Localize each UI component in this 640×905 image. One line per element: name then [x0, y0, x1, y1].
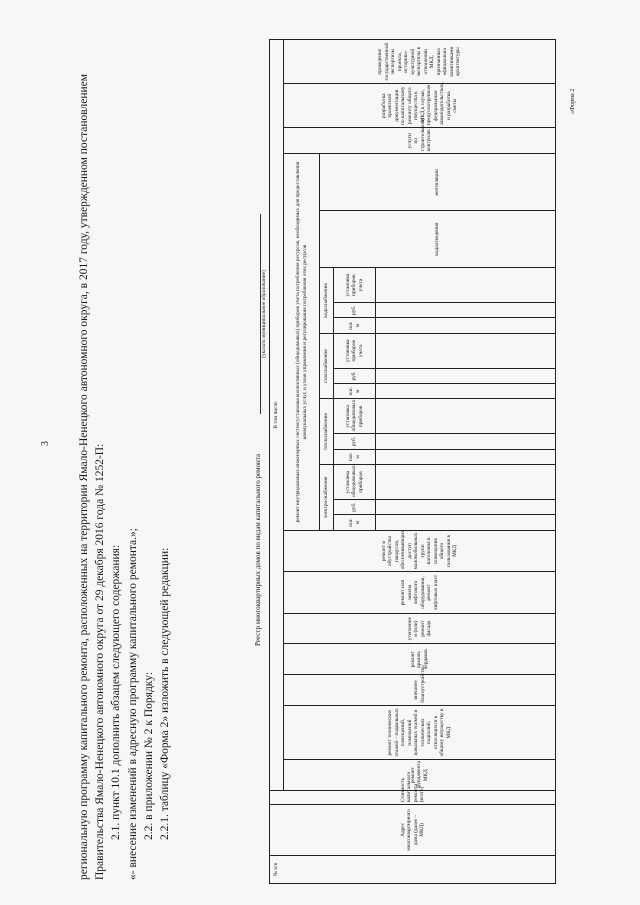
form-title-row	[251, 39, 269, 884]
header-facade: утепление и (или) ремонт фасада	[284, 613, 556, 644]
empty-cell	[376, 384, 556, 399]
empty-cell	[376, 318, 556, 333]
empty-cell	[376, 500, 556, 515]
register-table	[269, 39, 556, 884]
empty-cell	[376, 434, 556, 449]
header-landscaping: внешнее благоустройство	[284, 675, 556, 706]
header-in-total: В том числе	[270, 40, 284, 791]
header-construction-control: услуги по строительному контролю	[284, 128, 556, 154]
header-num: № п/п	[270, 855, 556, 883]
header-drainage: водоотведения	[320, 211, 556, 268]
form-label: «Форма 2	[569, 88, 576, 114]
header-expertise: проведение государственной экспертизы проекта, историко-культурной экспертизы в отношении МКД, признанных официально памятниками архитектуры	[284, 40, 556, 84]
empty-cell	[376, 303, 556, 318]
header-foundation: ремонт фундамента МКД	[284, 760, 556, 791]
header-gas-pog-m: пог. м	[334, 384, 376, 399]
header-heat-pog-m: пог. м	[334, 449, 376, 464]
form-2-block	[251, 39, 587, 884]
empty-cell	[376, 333, 556, 368]
header-basement: ремонт технических этажей – подвальных помещений, помещений цокольных этажей и технических подполий, относящихся к общему имуществу в МКД	[284, 705, 556, 760]
body-quote: «- внесение изменений в адресную программу капитального ремонта.»;	[126, 528, 139, 880]
empty-cell	[376, 449, 556, 464]
body-item-2-2: 2.2. в приложении № 2 к Порядку:	[142, 671, 155, 840]
header-gas: газоснабжения	[320, 333, 334, 399]
header-engineering: ремонт внутридомовых инженерных систем/установка коллективных (общедомовых) приборов учета потребления ресурсов, необходимых для предоставления коммунальных услуг, и узлов управления и регулирования потребления этих ресурсов	[284, 154, 320, 530]
header-heat-meter: установка общедомовых приборов	[334, 399, 376, 434]
header-access: ремонт и обустройство пандусов, обеспечивающих доступ маломобильных групп населения в помещения общего пользования в МКД	[284, 530, 556, 572]
body-paragraph-intro: региональную программу капитального ремонта, расположенных на территории Ямало-Ненецкого автономного округа, в 2017 году, утвержденном постановлением Правительства Ямало-Ненецкого автономного округа от 29 декабря 2016 года № 1252-П:	[78, 73, 107, 880]
body-item-2-2-1: 2.2.1. таблицу «Форма 2» изложить в следующей редакции:	[159, 547, 172, 840]
page-number: 3	[40, 441, 51, 446]
empty-cell	[376, 399, 556, 434]
empty-cell	[376, 515, 556, 530]
form-title: Реестр многоквартирных домов по видам капитального ремонта	[254, 453, 262, 646]
header-water-meter: установка приборов учета	[334, 268, 376, 303]
header-water-rub: руб.	[334, 303, 376, 318]
body-item-2-1: 2.1. пункт 10.1 дополнить абзацем следующего содержания:	[110, 544, 123, 840]
empty-cell	[376, 368, 556, 383]
header-electric: электроснабжения	[320, 465, 334, 531]
header-cost: Стоимость капитального ремонта (всего)	[270, 791, 556, 805]
header-electric-meter: установка общедомовых приборов	[334, 465, 376, 500]
empty-cell	[376, 465, 556, 500]
empty-cell	[376, 268, 556, 303]
header-design-docs: разработка проектной документации по капитальному ремонту общего имущества в МКД в случае, предусмотренном федеральным законодательством, и разработка сметы	[284, 84, 556, 128]
header-gas-meter: установка приборов учета	[334, 333, 376, 368]
header-water-pog-m: пог. м	[334, 318, 376, 333]
header-heat-rub: руб.	[334, 434, 376, 449]
header-ventilation: вентиляции	[320, 154, 556, 211]
body-text	[76, 20, 173, 880]
municipality-note: (указать муниципальное образование)	[261, 270, 267, 358]
header-elevator: ремонт или замена лифтового оборудования, ремонт лифтовых шахт	[284, 572, 556, 614]
header-electric-pog-m: пог. м	[334, 515, 376, 530]
header-heat: теплоснабжения	[320, 399, 334, 465]
header-gas-rub: руб.	[334, 368, 376, 383]
header-electric-rub: руб.	[334, 500, 376, 515]
header-address: Адрес многоквартирного дома (далее – МКД)	[270, 805, 556, 855]
header-roof: ремонт крыши, чердаков	[284, 644, 556, 675]
municipality-line	[253, 214, 261, 414]
header-water: водоснабжения	[320, 268, 334, 334]
